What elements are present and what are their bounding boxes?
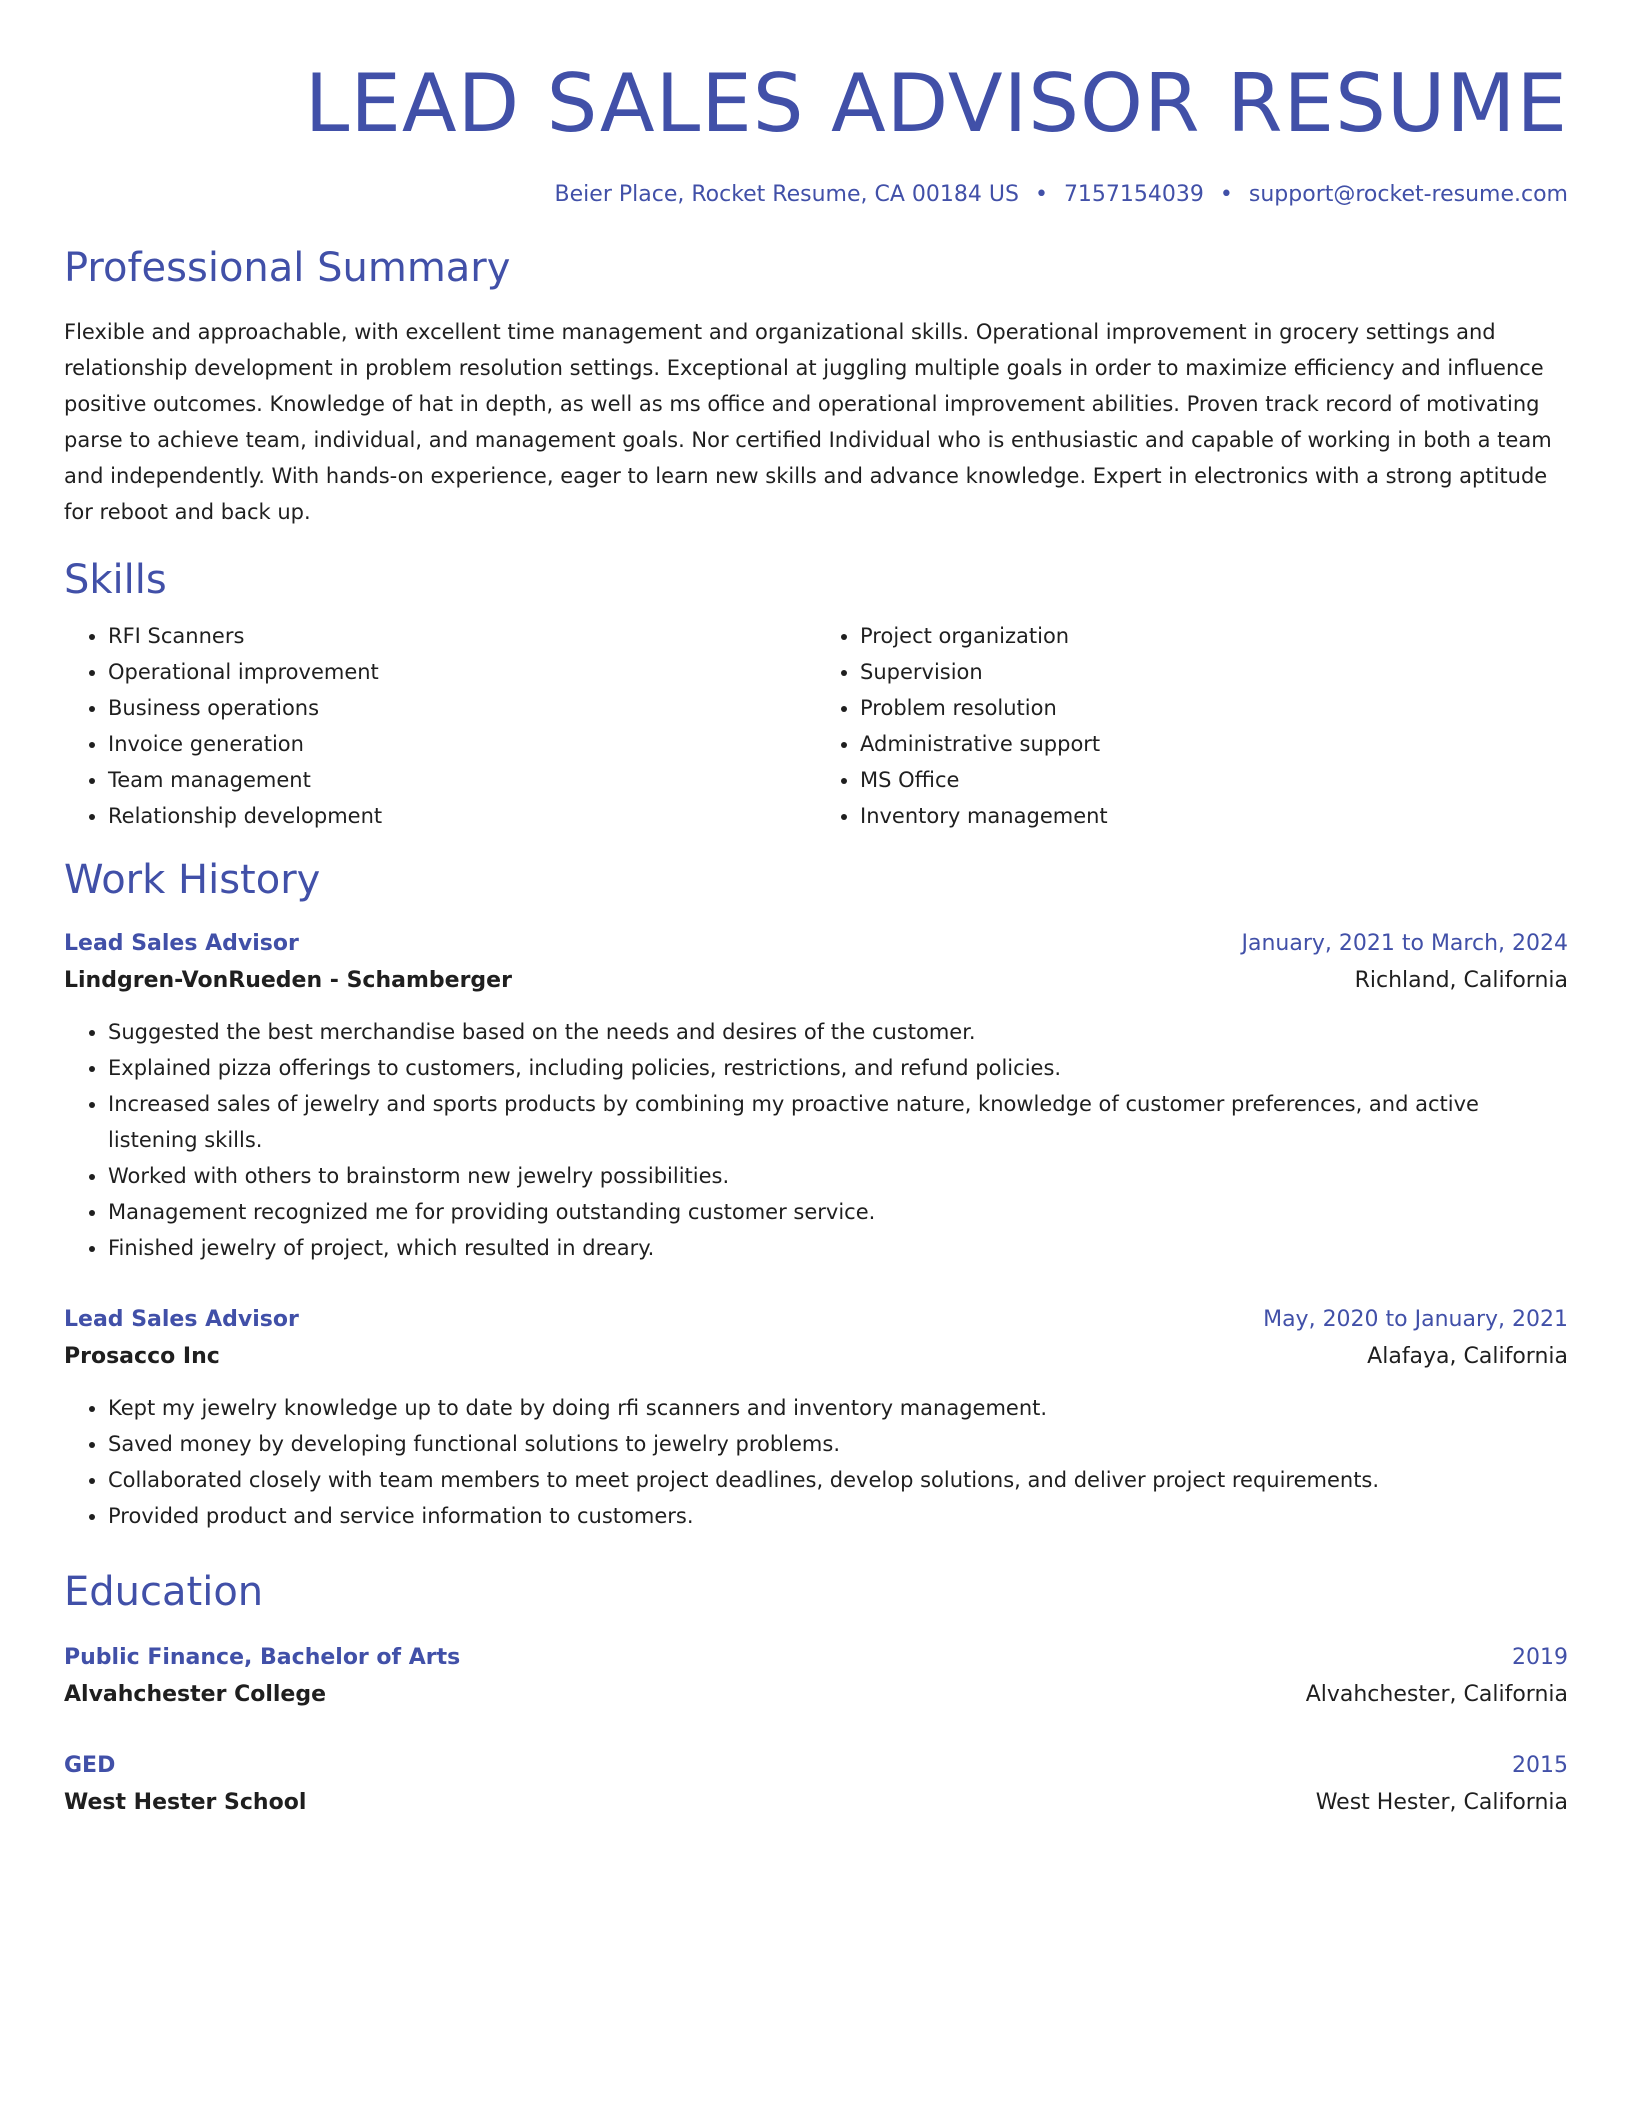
- contact-address: Beier Place, Rocket Resume, CA 00184 US: [554, 182, 1019, 207]
- education-school-row: [64, 1784, 1568, 1822]
- job-entry: [64, 926, 1568, 1266]
- job-location: Richland, California: [1354, 968, 1568, 993]
- job-header-row: [64, 926, 1568, 962]
- skills-column-left: [64, 618, 816, 834]
- job-bullet: • Worked with others to brainstorm new jewelry possibilities.: [108, 1158, 1568, 1194]
- skills-column-right: [816, 618, 1568, 834]
- education-entry: [64, 1748, 1568, 1822]
- education-section: [64, 1568, 1568, 1822]
- job-entry: [64, 1302, 1568, 1534]
- skill-item: • Relationship development: [108, 798, 816, 834]
- skill-item: • RFI Scanners: [108, 618, 816, 654]
- contact-email: support@rocket-resume.com: [1248, 182, 1568, 207]
- summary-heading: Professional Summary: [64, 245, 511, 291]
- skills-grid: [64, 618, 1568, 834]
- job-location: Alafaya, California: [1367, 1344, 1568, 1369]
- job-bullet: • Provided product and service information to customers.: [108, 1498, 1568, 1534]
- job-title: Lead Sales Advisor: [64, 1307, 299, 1332]
- job-bullet: • Explained pizza offerings to customers, including policies, restrictions, and refund policies.: [108, 1050, 1568, 1086]
- job-dates: January, 2021 to March, 2024: [1241, 931, 1568, 956]
- contact-line: [64, 180, 1568, 210]
- summary-section: [64, 244, 1568, 530]
- education-heading: Education: [64, 1569, 264, 1615]
- skill-item: • Team management: [108, 762, 816, 798]
- job-dates: May, 2020 to January, 2021: [1263, 1307, 1568, 1332]
- contact-phone: 7157154039: [1063, 182, 1204, 207]
- skill-item: • Invoice generation: [108, 726, 816, 762]
- work-history-section: [64, 856, 1568, 1534]
- contact-separator: •: [1219, 182, 1233, 207]
- job-header-row: [64, 1302, 1568, 1338]
- education-year: 2019: [1512, 1645, 1568, 1670]
- skill-item: • Problem resolution: [860, 690, 1568, 726]
- skill-item: • Business operations: [108, 690, 816, 726]
- job-company-row: [64, 962, 1568, 1000]
- job-bullet: • Finished jewelry of project, which resulted in dreary.: [108, 1230, 1568, 1266]
- skill-item: • Inventory management: [860, 798, 1568, 834]
- job-bullet: • Kept my jewelry knowledge up to date by doing rfi scanners and inventory management.: [108, 1390, 1568, 1426]
- work-history-heading: Work History: [64, 857, 321, 903]
- education-header-row: [64, 1640, 1568, 1676]
- job-title: Lead Sales Advisor: [64, 931, 299, 956]
- job-bullet: • Increased sales of jewelry and sports products by combining my proactive nature, knowledge of customer preferences, and active listening skills.: [108, 1086, 1568, 1158]
- job-company: Lindgren-VonRueden - Schamberger: [64, 968, 512, 993]
- skills-heading: Skills: [64, 557, 167, 603]
- education-school: West Hester School: [64, 1790, 307, 1815]
- contact-separator: •: [1034, 182, 1048, 207]
- job-bullets: [64, 1014, 1568, 1266]
- education-degree: Public Finance, Bachelor of Arts: [64, 1645, 461, 1670]
- skill-item: • Project organization: [860, 618, 1568, 654]
- job-bullet: • Collaborated closely with team members to meet project deadlines, develop solutions, and deliver project requirements.: [108, 1462, 1568, 1498]
- job-bullets: [64, 1390, 1568, 1534]
- skills-section: [64, 556, 1568, 834]
- job-company-row: [64, 1338, 1568, 1376]
- resume-title: LEAD SALES ADVISOR RESUME: [304, 57, 1568, 150]
- education-location: Alvahchester, California: [1305, 1682, 1568, 1707]
- summary-text: Flexible and approachable, with excellent time management and organizational skills. Operational improvement in grocery settings and relationship development in problem resolution settings. Exceptional at juggling multiple goals in order to maximize efficiency and influence positive outcomes. Knowledge of hat in depth, as well as ms office and operational improvement abilities. Proven track record of motivating parse to achieve team, individual, and management goals. Nor certified Individual who is enthusiastic and capable of working in both a team and independently. With hands-on experience, eager to learn new skills and advance knowledge. Expert in electronics with a strong aptitude for reboot and back up.: [64, 320, 1552, 524]
- resume-header: [64, 56, 1568, 210]
- education-location: West Hester, California: [1315, 1790, 1568, 1815]
- job-bullet: • Management recognized me for providing outstanding customer service.: [108, 1194, 1568, 1230]
- education-school: Alvahchester College: [64, 1682, 327, 1707]
- job-company: Prosacco Inc: [64, 1344, 220, 1369]
- education-entry: [64, 1640, 1568, 1714]
- job-bullet: • Suggested the best merchandise based on the needs and desires of the customer.: [108, 1014, 1568, 1050]
- education-school-row: [64, 1676, 1568, 1714]
- education-degree: GED: [64, 1753, 116, 1778]
- skill-item: • MS Office: [860, 762, 1568, 798]
- education-year: 2015: [1512, 1753, 1568, 1778]
- skill-item: • Operational improvement: [108, 654, 816, 690]
- skill-item: • Supervision: [860, 654, 1568, 690]
- skill-item: • Administrative support: [860, 726, 1568, 762]
- education-header-row: [64, 1748, 1568, 1784]
- job-bullet: • Saved money by developing functional solutions to jewelry problems.: [108, 1426, 1568, 1462]
